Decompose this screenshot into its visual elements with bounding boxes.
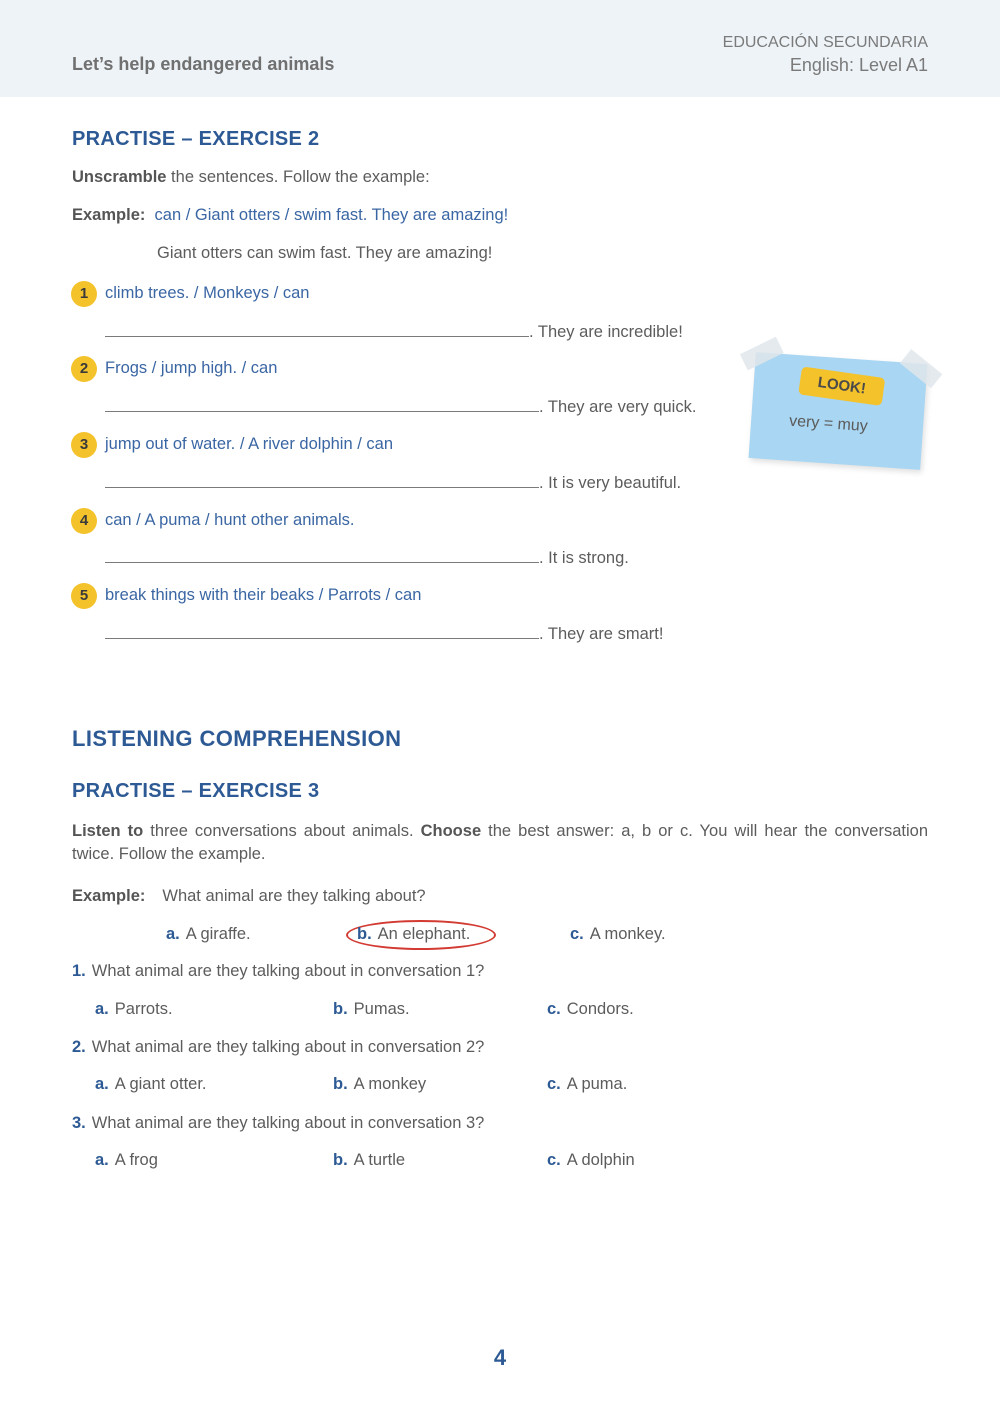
answer-ending: . It is very beautiful.: [539, 474, 682, 492]
item-number-badge: 3: [71, 432, 97, 458]
page-header: [0, 0, 1000, 97]
option[interactable]: [547, 1075, 627, 1094]
header-info: [723, 32, 928, 76]
option-letter: a.: [95, 1000, 109, 1018]
item-prompt: jump out of water. / A river dolphin / can: [105, 435, 393, 453]
answer-blank[interactable]: [105, 624, 539, 639]
option-letter: b.: [357, 925, 372, 943]
option-letter: c.: [547, 1000, 561, 1018]
example-label: Example:: [72, 887, 146, 905]
look-label: LOOK!: [798, 366, 885, 405]
option-letter: c.: [547, 1151, 561, 1169]
answer-line: [105, 624, 663, 644]
example-option-c: [570, 925, 666, 944]
answer-blank[interactable]: [105, 473, 539, 488]
option-text: Pumas.: [353, 1000, 410, 1018]
question-text: What animal are they talking about in conversation 3?: [91, 1114, 485, 1132]
question-text: What animal are they talking about in conversation 2?: [91, 1038, 485, 1056]
look-text: very = muy: [788, 412, 869, 436]
question: [72, 962, 484, 981]
option-text: A frog: [114, 1151, 158, 1169]
unit-title: Let’s help endangered animals: [72, 54, 335, 74]
instruction-bold: Unscramble: [72, 168, 167, 186]
answer-line: [105, 322, 683, 342]
question-number: 2.: [72, 1038, 86, 1056]
option[interactable]: [547, 1000, 634, 1019]
option[interactable]: [95, 1000, 173, 1019]
answer-blank[interactable]: [105, 397, 539, 412]
look-sticky-note: [749, 352, 928, 470]
answer-ending: . They are incredible!: [529, 323, 683, 341]
example-line: [72, 206, 508, 225]
question-number: 3.: [72, 1114, 86, 1132]
page-number: 4: [493, 1345, 507, 1370]
option-letter: b.: [333, 1075, 348, 1093]
option-letter: a.: [166, 925, 180, 943]
exercise-2-heading: PRACTISE – EXERCISE 2: [72, 128, 320, 150]
question: [72, 1114, 484, 1133]
example-label: Example:: [72, 206, 146, 224]
option[interactable]: [333, 1075, 426, 1094]
option-letter: a.: [95, 1151, 109, 1169]
question-text: What animal are they talking about in conversation 1?: [91, 962, 485, 980]
question: [72, 1038, 484, 1057]
option-text: Condors.: [566, 1000, 634, 1018]
example-prompt: can / Giant otters / swim fast. They are amazing!: [154, 206, 509, 224]
example-option-a: [166, 925, 251, 944]
option-text: Parrots.: [114, 1000, 173, 1018]
item-number-badge: 5: [71, 583, 97, 609]
answer-ending: . They are very quick.: [539, 398, 697, 416]
option-letter: c.: [547, 1075, 561, 1093]
option-letter: a.: [95, 1075, 109, 1093]
item-number-badge: 2: [71, 356, 97, 382]
answer-ending: . They are smart!: [539, 625, 664, 643]
option-text: A monkey: [353, 1075, 427, 1093]
option-text: A giraffe.: [185, 925, 251, 943]
instruction-bold: Listen to: [72, 822, 144, 840]
answer-line: [105, 548, 629, 568]
school-label: EDUCACIÓN SECUNDARIA: [722, 34, 928, 51]
answer-ending: . It is strong.: [539, 549, 629, 567]
example-option-b: [357, 925, 470, 944]
option-text: A monkey.: [589, 925, 666, 943]
item-prompt: Frogs / jump high. / can: [105, 359, 278, 377]
answer-blank[interactable]: [105, 548, 539, 563]
option[interactable]: [333, 1000, 410, 1019]
item-prompt: can / A puma / hunt other animals.: [105, 511, 355, 529]
item-prompt: break things with their beaks / Parrots / can: [105, 586, 422, 604]
answer-blank[interactable]: [105, 322, 529, 337]
instruction-text: the best answer: a, b or c. You will hear the conversation twice. Follow the example.: [72, 822, 929, 863]
option-letter: c.: [570, 925, 584, 943]
option-text: A puma.: [566, 1075, 628, 1093]
instruction-text: three conversations about animals.: [143, 822, 421, 840]
listening-example: [72, 887, 426, 906]
question-number: 1.: [72, 962, 86, 980]
option-text: A giant otter.: [114, 1075, 207, 1093]
level-label: English: Level A1: [789, 55, 928, 75]
answer-line: [105, 473, 681, 493]
example-question: What animal are they talking about?: [162, 887, 426, 905]
option[interactable]: [333, 1151, 405, 1170]
option[interactable]: [95, 1075, 207, 1094]
tape-left: [740, 337, 784, 371]
tape-right: [900, 349, 942, 388]
option-letter: b.: [333, 1000, 348, 1018]
option-text: A dolphin: [566, 1151, 635, 1169]
option[interactable]: [95, 1151, 158, 1170]
item-number-badge: 1: [71, 281, 97, 307]
answer-line: [105, 397, 696, 417]
option[interactable]: [547, 1151, 635, 1170]
item-prompt: climb trees. / Monkeys / can: [105, 284, 310, 302]
instruction-bold: Choose: [420, 822, 482, 840]
example-answer: Giant otters can swim fast. They are amazing!: [157, 244, 493, 262]
option-letter: b.: [333, 1151, 348, 1169]
exercise-2-instruction: [72, 168, 430, 187]
option-text: An elephant.: [377, 925, 471, 943]
listening-heading: LISTENING COMPREHENSION: [72, 726, 402, 751]
exercise-3-instruction: [72, 820, 928, 866]
instruction-text: the sentences. Follow the example:: [166, 168, 430, 186]
option-text: A turtle: [353, 1151, 406, 1169]
item-number-badge: 4: [71, 508, 97, 534]
exercise-3-heading: PRACTISE – EXERCISE 3: [72, 780, 320, 802]
